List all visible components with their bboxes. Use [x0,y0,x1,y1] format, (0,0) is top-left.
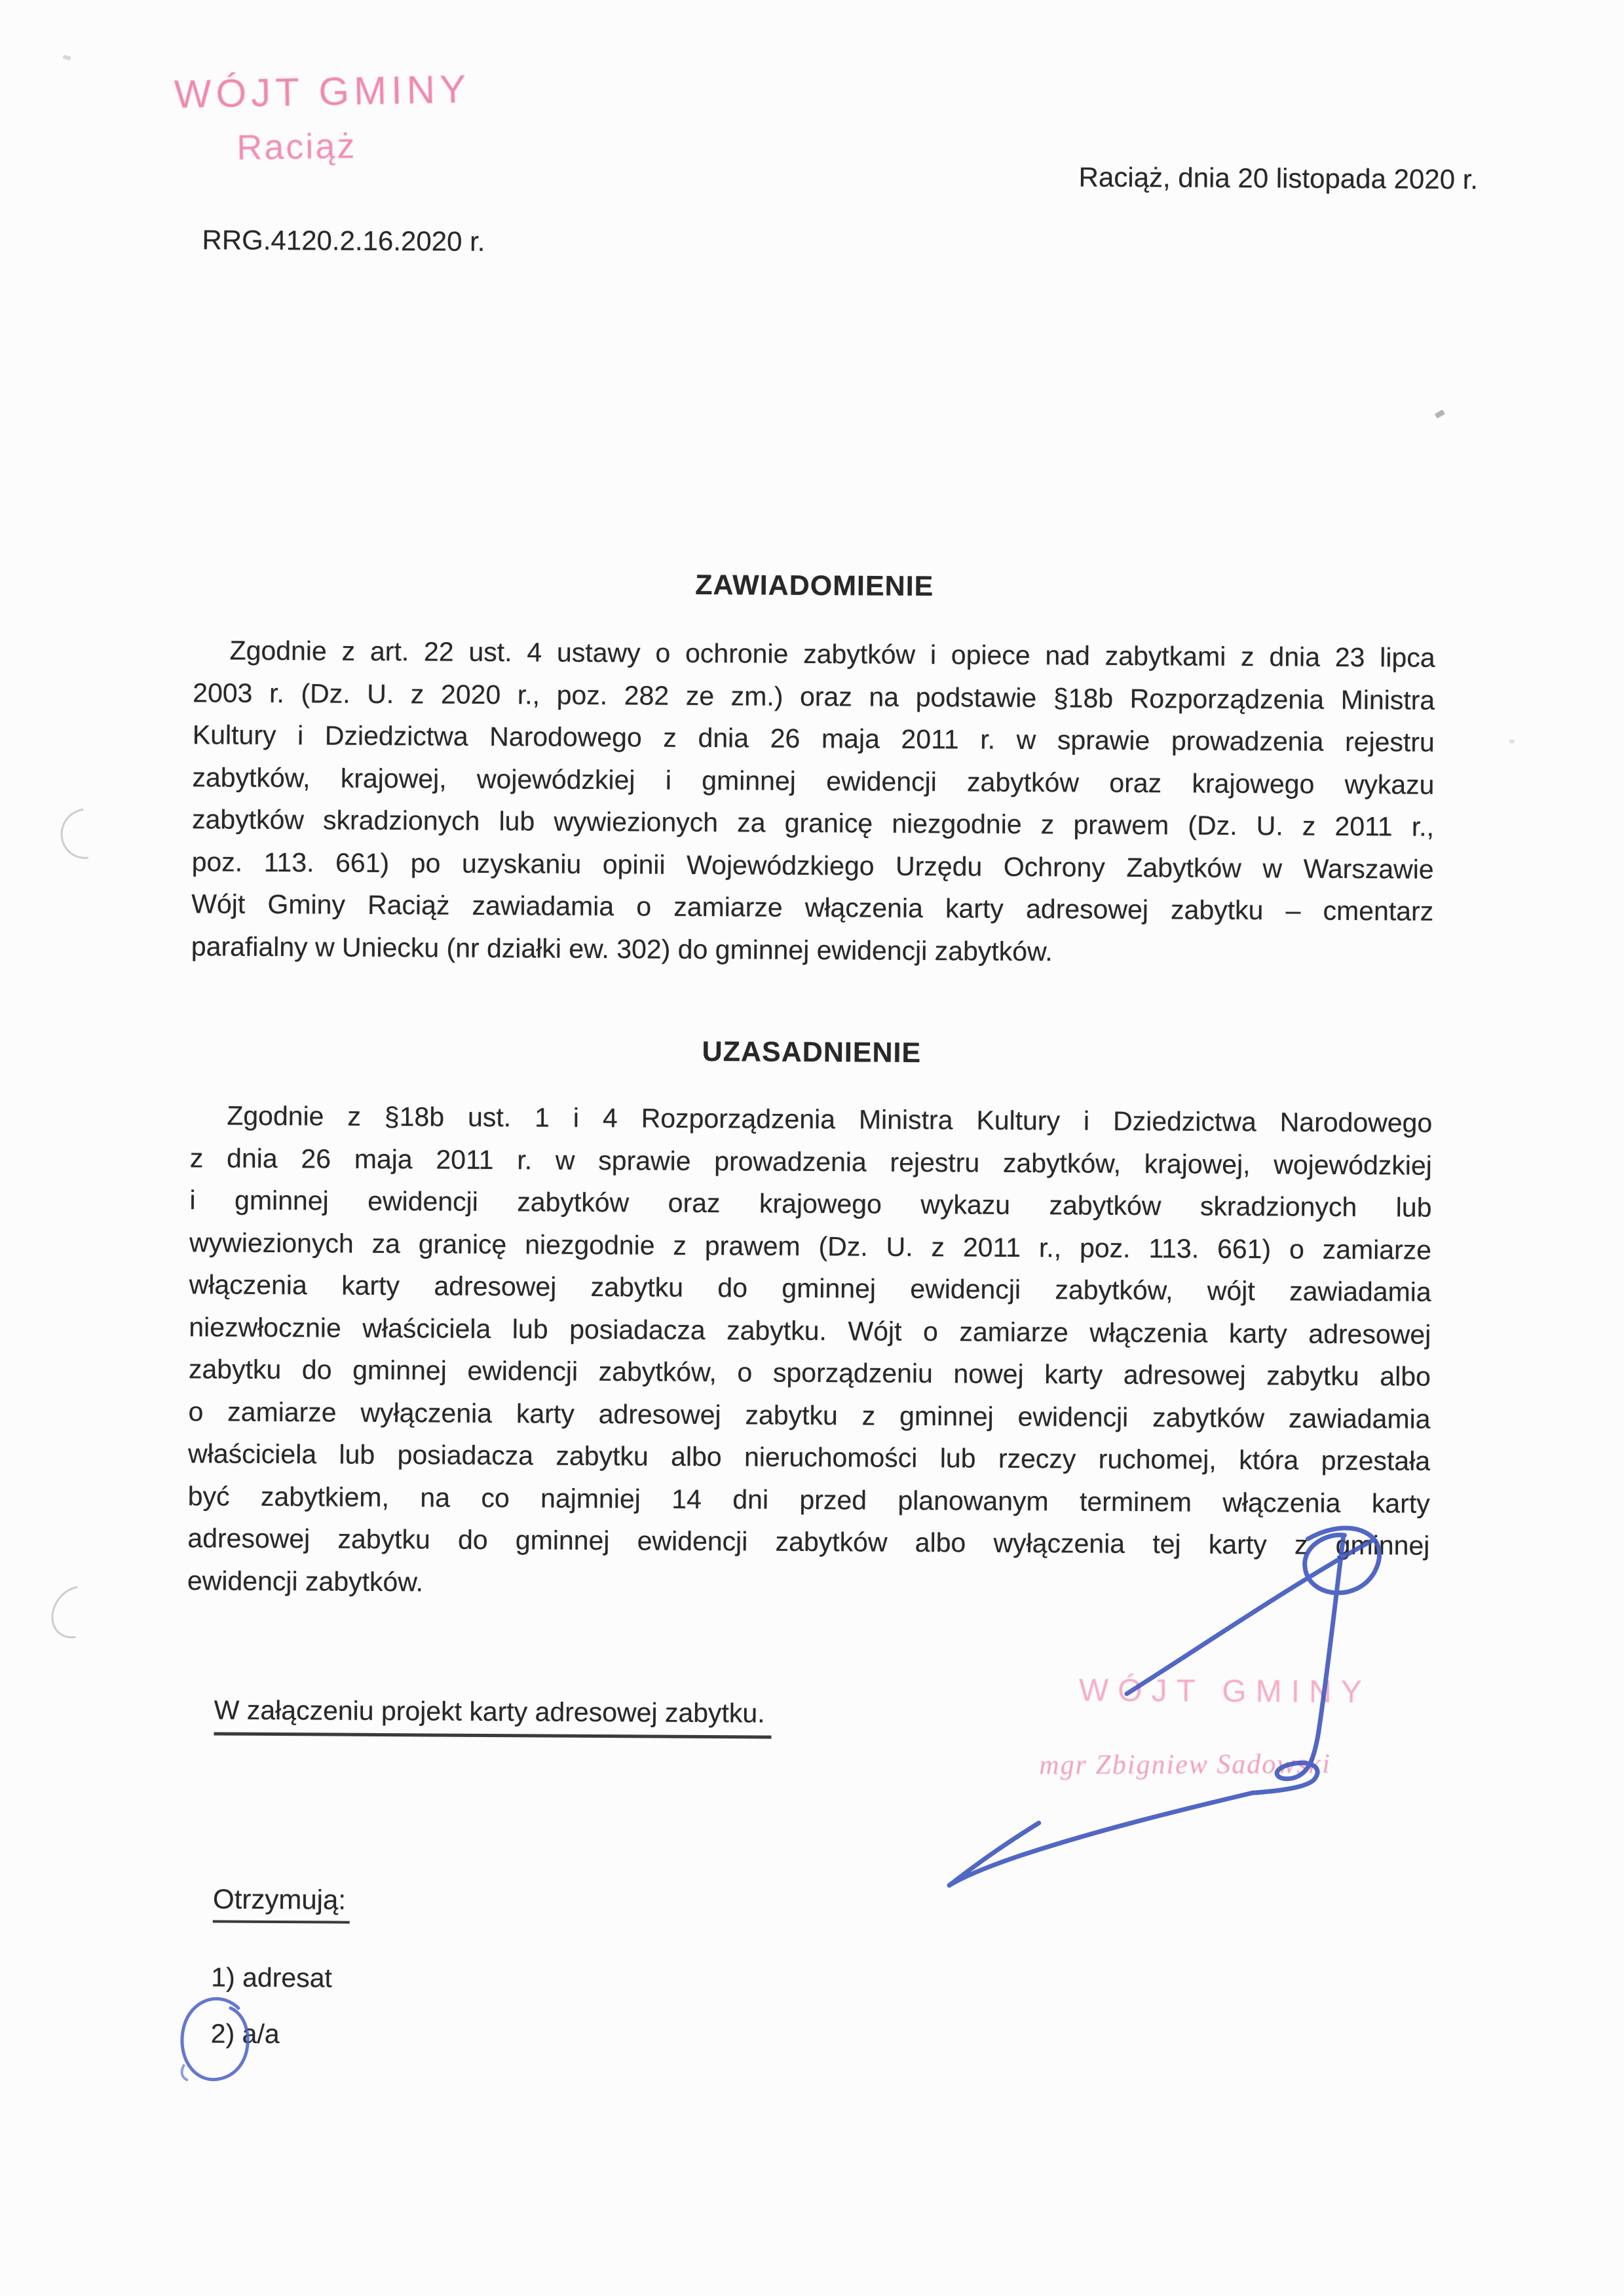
paragraph-1-line: Wójt Gminy Raciąż zawiadamia o zamiarze włączenia karty adresowej zabytku – cmentarz [191,889,1434,927]
scan-speck [1509,739,1515,743]
signature-stamp-title: WÓJT GMINY [1078,1673,1371,1710]
punch-hole-arc [50,798,121,869]
paragraph-2-line: z dnia 26 maja 2011 r. w sprawie prowadzenia rejestru zabytków, krajowej, wojewódzkiej [189,1142,1432,1181]
paragraph-1-line: zabytków, krajowej, wojewódzkiej i gminnej ewidencji zabytków oraz krajowego wykazu [192,761,1435,800]
paragraph-2-line: adresowej zabytku do gminnej ewidencji zabytków albo wyłączenia tej karty z gminnej [187,1523,1430,1561]
paragraph-2-line: i gminnej ewidencji zabytków oraz krajowego wykazu zabytków skradzionych lub [189,1185,1432,1223]
paragraph-2-line: właściciela lub posiadacza zabytku albo nieruchomości lub rzeczy ruchomej, która przestała [187,1438,1431,1476]
distribution-item-2-text: a/a [242,2018,280,2050]
paragraph-1-line: Kultury i Dziedzictwa Narodowego z dnia 26 maja 2011 r. w sprawie prowadzenia rejestru [192,719,1435,757]
paragraph-2-line: włączenia karty adresowej zabytku do gminnej ewidencji zabytków, wójt zawiadamia [189,1269,1431,1307]
paragraph-1 [191,629,1435,975]
distribution-item-1 [211,1962,332,1993]
document-title: ZAWIADOMIENIE [695,569,934,603]
scan-speck [1435,410,1445,419]
paragraph-2-line: Zgodnie z §18b ust. 1 i 4 Rozporządzenia Ministra Kultury i Dziedzictwa Narodowego [227,1100,1433,1138]
paragraph-2-line: ewidencji zabytków. [187,1565,424,1597]
attachment-note: W załączeniu projekt karty adresowej zabytku. [214,1694,772,1738]
handwritten-signature [939,1514,1465,1898]
paragraph-2-line: wywiezionych za granicę niezgodnie z prawem (Dz. U. z 2011 r., poz. 113. 661) o zamiarze [189,1227,1432,1265]
paragraph-2-line: zabytku do gminnej ewidencji zabytków, o sporządzeniu nowej karty adresowej zabytku albo [188,1354,1431,1392]
section-title: UZASADNIENIE [702,1035,922,1069]
paragraph-2-line: niezwłocznie właściciela lub posiadacza zabytku. Wójt o zamiarze włączenia karty adresowej [189,1311,1431,1350]
paragraph-1-line: 2003 r. (Dz. U. z 2020 r., poz. 282 ze zm.) oraz na podstawie §18b Rozporządzenia Ministra [193,677,1435,716]
reference-number: RRG.4120.2.16.2020 r. [202,224,485,257]
paragraph-1-line: poz. 113. 661) po uzyskaniu opinii Wojewódzkiego Urzędu Ochrony Zabytków w Warszawie [191,846,1434,885]
signature-stamp-name: mgr Zbigniew Sadowski [1039,1749,1332,1781]
distribution-item-2-number: 2) [210,2018,235,2049]
paragraph-1-line: parafialny w Uniecku (nr działki ew. 302) do gminnej ewidencji zabytków. [191,930,1053,966]
scan-speck [63,55,71,61]
paragraph-2-line: być zabytkiem, na co najmniej 14 dni przed planowanym terminem włączenia karty [187,1480,1430,1519]
office-stamp-top-line2: Raciąż [236,126,357,168]
distribution-item-1-text: adresat [242,1962,333,1993]
place-date-line: Raciąż, dnia 20 listopada 2020 r. [1078,161,1479,195]
distribution-heading: Otrzymują: [213,1883,350,1923]
pen-circle-annotation [175,1992,257,2087]
punch-hole-arc [41,1576,112,1649]
paragraph-1-line: Zgodnie z art. 22 ust. 4 ustawy o ochronie zabytków i opiece nad zabytkami z dnia 23 lipca [229,635,1435,673]
paragraph-1-line: zabytków skradzionych lub wywiezionych za granicę niezgodnie z prawem (Dz. U. z 2011 r., [191,804,1435,842]
pen-circle-icon [175,1992,257,2087]
office-stamp-top-line1: WÓJT GMINY [174,67,471,117]
distribution-item-1-number: 1) [211,1962,235,1993]
paragraph-2-line: o zamiarze wyłączenia karty adresowej zabytku z gminnej ewidencji zabytków zawiadamia [188,1396,1431,1434]
signature-icon [939,1514,1465,1898]
